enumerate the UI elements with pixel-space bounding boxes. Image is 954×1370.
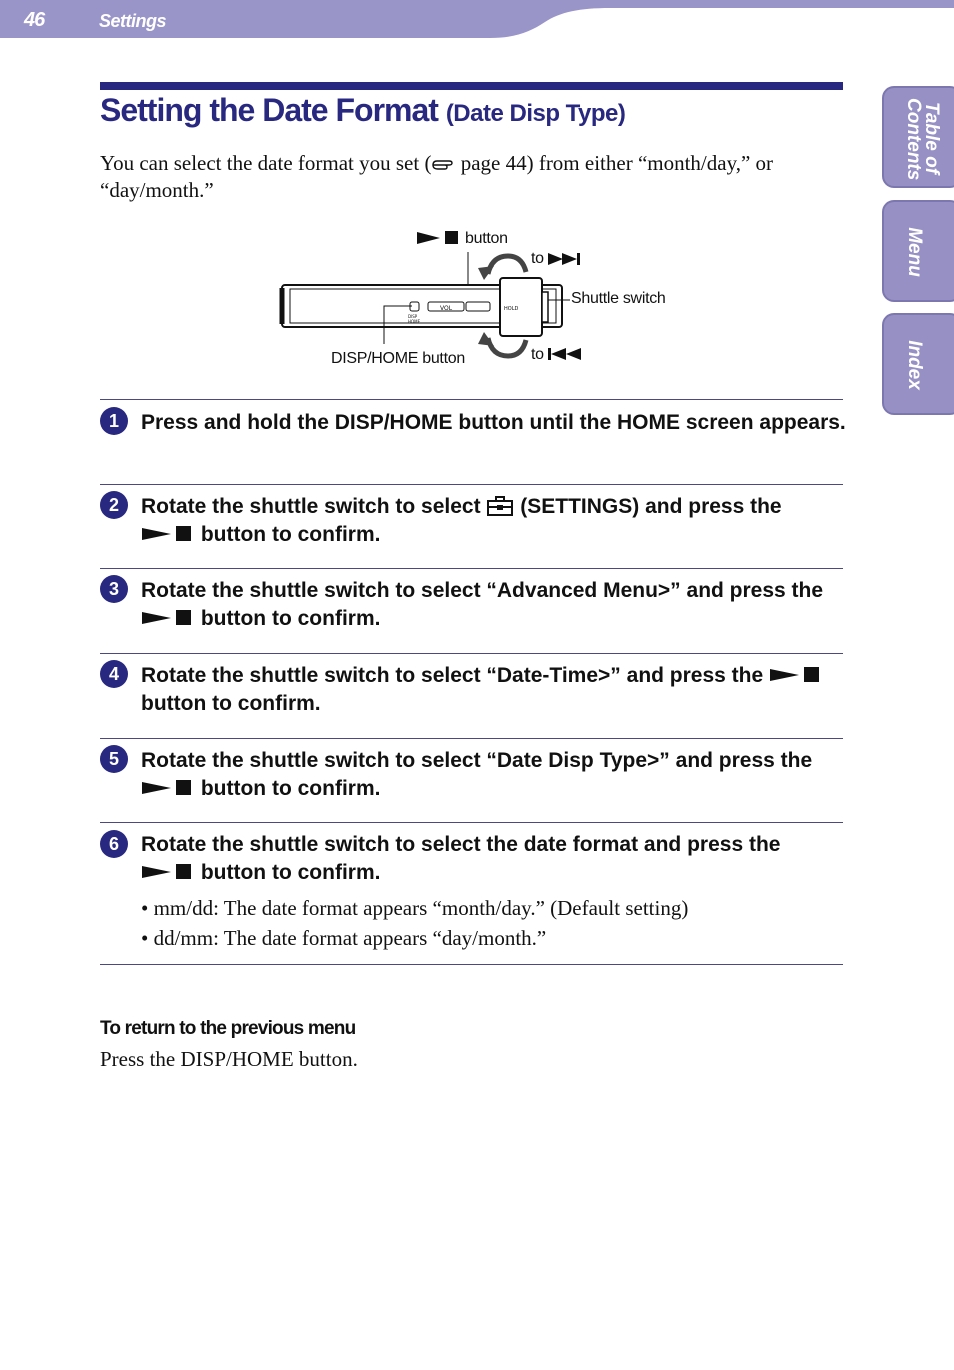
tab-index[interactable] [882, 313, 954, 415]
figure-shuttle-label: Shuttle switch [571, 290, 666, 307]
return-body: Press the DISP/HOME button. [100, 1047, 358, 1071]
step-text [141, 662, 847, 718]
step-4 [100, 653, 843, 739]
page-title [100, 92, 625, 129]
step-6 [100, 822, 843, 965]
tab-table-of-contents[interactable] [882, 86, 954, 188]
device-disp-text: DISP [408, 314, 418, 319]
format-options-list [141, 893, 688, 953]
section-name: Settings [99, 11, 167, 31]
return-heading: To return to the previous menu [100, 1018, 356, 1039]
step-text-after: (SETTINGS) and press the [514, 495, 782, 518]
title-sub: (Date Disp Type) [445, 100, 626, 127]
step-5 [100, 738, 843, 823]
play-stop-icon [141, 525, 195, 543]
device-vol-text: VOL [440, 305, 453, 312]
next-track-icon [548, 253, 580, 265]
step-number: 6 [100, 830, 128, 858]
tab-menu-label: Menu [904, 227, 925, 277]
step-text-end: button to confirm. [195, 523, 381, 546]
play-stop-icon [417, 231, 458, 244]
list-item: • dd/mm: The date format appears “day/month.” [141, 926, 547, 950]
play-stop-icon [141, 779, 195, 797]
tab-index-label: Index [904, 340, 925, 390]
figure-to-prev-label: to [531, 346, 544, 363]
step-text [141, 493, 847, 549]
play-stop-icon [141, 863, 195, 881]
tab-toc-line2: Contents [903, 98, 924, 181]
step-text-end: button to confirm. [195, 607, 381, 630]
device-home-text: HOME [408, 319, 421, 324]
step-text [141, 747, 847, 803]
step-text-before: Rotate the shuttle switch to select “Date-Time>” and press the [141, 664, 770, 687]
tab-toc-line1: Table of [921, 101, 942, 175]
step-1 [100, 399, 846, 485]
figure-to-next-label: to [531, 250, 544, 267]
list-item: • mm/dd: The date format appears “month/day.” (Default setting) [141, 896, 689, 920]
pointing-hand-icon [431, 156, 455, 172]
step-3 [100, 568, 843, 654]
device-hold-text: HOLD [504, 306, 519, 312]
walkman-device [282, 278, 562, 336]
step-number: 4 [100, 660, 128, 688]
intro-text-after: page 44) from either “month/day,” or “day/month.” [100, 151, 774, 202]
figure-disp-home-label: DISP/HOME button [331, 350, 465, 367]
device-figure [270, 222, 690, 382]
settings-toolbox-icon [486, 495, 514, 517]
step-number: 1 [100, 407, 128, 435]
step-text: Press and hold the DISP/HOME button until the HOME screen appears. [141, 411, 846, 434]
play-stop-icon [141, 609, 195, 627]
step-number: 2 [100, 491, 128, 519]
page-number: 46 [24, 9, 45, 31]
step-number: 5 [100, 745, 128, 773]
step-2 [100, 484, 843, 569]
play-stop-icon [769, 666, 823, 684]
tab-menu[interactable] [882, 200, 954, 302]
previous-track-icon [548, 348, 581, 360]
intro-paragraph [100, 150, 845, 204]
steps-bottom-rule [100, 964, 843, 965]
step-text-before: Rotate the shuttle switch to select the date format and press the [141, 833, 781, 856]
step-text-before: Rotate the shuttle switch to select “Date Disp Type>” and press the [141, 749, 813, 772]
header-bar [0, 0, 954, 40]
step-text-before: Rotate the shuttle switch to select [141, 495, 487, 518]
step-text [141, 577, 851, 633]
step-text-end: button to confirm. [141, 692, 321, 715]
title-rule [100, 82, 843, 90]
step-text-end: button to confirm. [195, 777, 381, 800]
title-main: Setting the Date Format [100, 92, 438, 128]
step-number: 3 [100, 575, 128, 603]
step-text-end: button to confirm. [195, 861, 381, 884]
rotate-up-arrow-icon [478, 256, 526, 280]
step-text-before: Rotate the shuttle switch to select “Advanced Menu>” and press the [141, 579, 824, 602]
step-text [141, 831, 847, 887]
figure-button-label: button [465, 230, 508, 247]
intro-text-before: You can select the date format you set ( [100, 151, 432, 175]
